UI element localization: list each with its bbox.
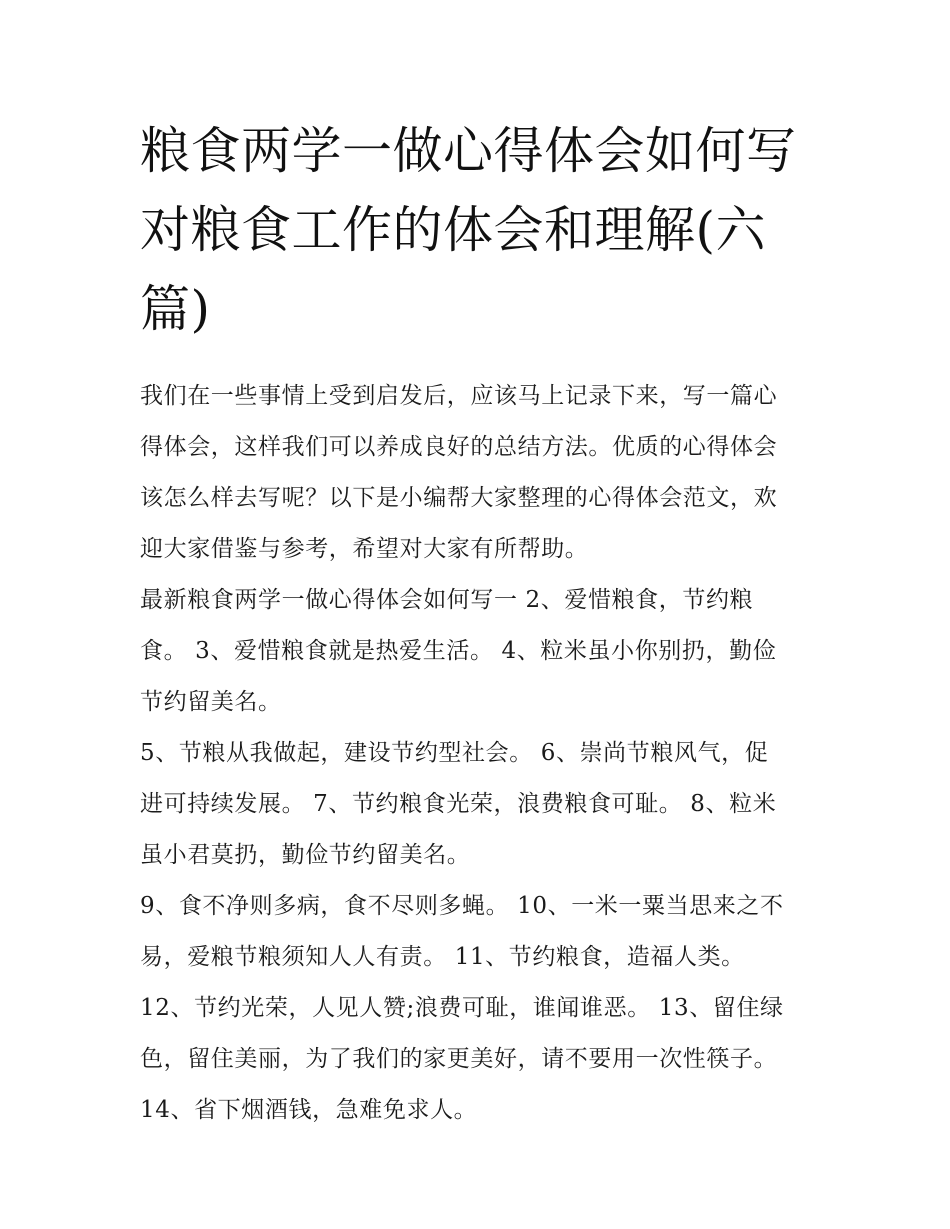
slogan-paragraph xyxy=(140,1085,820,1136)
slogan-paragraph xyxy=(140,983,820,1085)
title-line: 粮食两学一做心得体会如何写 xyxy=(140,122,797,180)
slogan-paragraph xyxy=(140,728,820,881)
text-line: 该怎么样去写呢？以下是小编帮大家整理的心得体会范文，欢 xyxy=(140,485,778,511)
title-line: 篇) xyxy=(140,280,211,338)
text-line: 食。 3、爱惜粮食就是热爱生活。 4、粒米虽小你别扔，勤俭 xyxy=(140,638,777,664)
text-line: 我们在一些事情上受到启发后，应该马上记录下来，写一篇心 xyxy=(140,383,778,409)
text-line: 得体会，这样我们可以养成良好的总结方法。优质的心得体会 xyxy=(140,434,778,460)
text-line: 9、食不净则多病，食不尽则多蝇。 10、一米一粟当思来之不 xyxy=(140,893,784,919)
page-title xyxy=(140,112,820,349)
text-line: 12、节约光荣，人见人赞;浪费可耻，谁闻谁恶。 13、留住绿 xyxy=(140,995,784,1021)
text-line: 14、省下烟酒钱，急难免求人。 xyxy=(140,1097,478,1123)
text-line: 5、节粮从我做起，建设节约型社会。 6、崇尚节粮风气，促 xyxy=(140,740,769,766)
text-line: 色，留住美丽，为了我们的家更美好，请不要用一次性筷子。 xyxy=(140,1046,778,1072)
text-line: 虽小君莫扔，勤俭节约留美名。 xyxy=(140,842,471,868)
slogan-paragraph xyxy=(140,575,820,728)
document-page xyxy=(140,112,820,1136)
text-line: 迎大家借鉴与参考，希望对大家有所帮助。 xyxy=(140,536,589,562)
slogan-paragraph xyxy=(140,881,820,983)
text-line: 进可持续发展。 7、节约粮食光荣，浪费粮食可耻。 8、粒米 xyxy=(140,791,777,817)
title-line: 对粮食工作的体会和理解(六 xyxy=(140,201,767,259)
text-line: 节约留美名。 xyxy=(140,689,282,715)
document-body xyxy=(140,371,820,1136)
intro-paragraph xyxy=(140,371,820,575)
text-line: 易，爱粮节粮须知人人有责。 11、节约粮食，造福人类。 xyxy=(140,944,745,970)
text-line: 最新粮食两学一做心得体会如何写一 2、爱惜粮食，节约粮 xyxy=(140,587,754,613)
